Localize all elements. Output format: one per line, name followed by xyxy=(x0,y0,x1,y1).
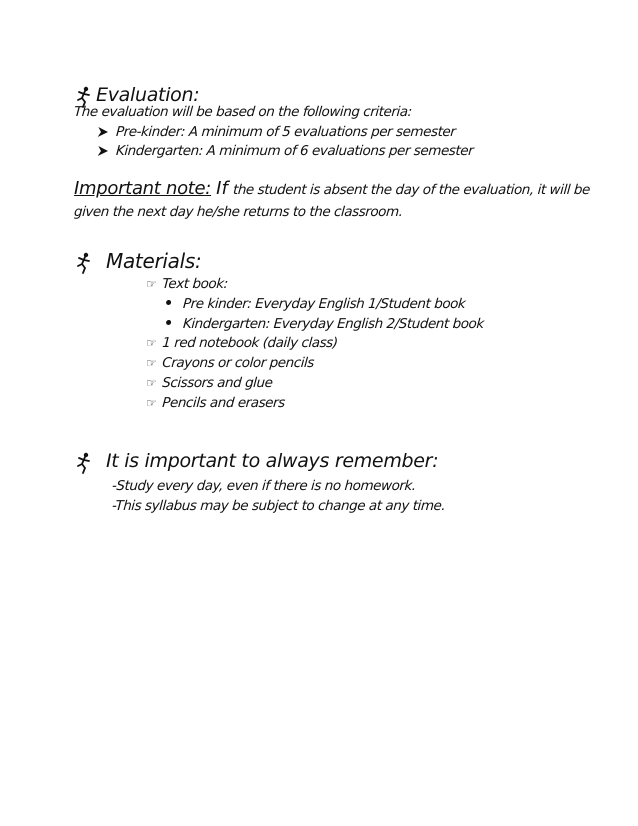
remember-line-study: -Study every day, even if there is no homework. xyxy=(111,478,417,494)
pointing-hand-icon: ☞ xyxy=(145,396,157,410)
textbook-prekinder xyxy=(165,296,465,312)
criteria-item-kindergarten xyxy=(97,143,473,159)
textbook-text: Kindergarten: Everyday English 2/Student book xyxy=(182,316,485,332)
remember-line-syllabus: -This syllabus may be subject to change at any time. xyxy=(111,498,446,514)
criteria-text: Kindergarten: A minimum of 6 evaluations per semester xyxy=(115,143,474,159)
running-figure-icon xyxy=(74,252,94,274)
criteria-item-prekinder xyxy=(97,124,456,140)
materials-item-text: Crayons or color pencils xyxy=(161,355,315,371)
textbook-kindergarten xyxy=(165,316,484,332)
textbook-text: Pre kinder: Everyday English 1/Student book xyxy=(182,296,466,312)
materials-heading: Materials: xyxy=(106,249,202,273)
materials-item-text: Pencils and erasers xyxy=(161,395,286,411)
important-note-line1 xyxy=(74,178,590,199)
materials-item-notebook xyxy=(145,335,338,351)
materials-textbook xyxy=(145,276,228,292)
important-note-line2: given the next day he/she returns to the classroom. xyxy=(73,204,404,220)
arrow-bullet-icon xyxy=(98,127,109,137)
evaluation-heading: Evaluation: xyxy=(96,84,200,106)
remember-heading: It is important to always remember: xyxy=(106,450,439,472)
materials-item-text: Scissors and glue xyxy=(161,375,274,391)
dot-bullet-icon xyxy=(166,300,171,305)
materials-item-text: 1 red notebook (daily class) xyxy=(161,335,339,351)
dot-bullet-icon xyxy=(166,320,171,325)
materials-item-scissors xyxy=(145,375,273,391)
materials-item-pencils xyxy=(145,395,285,411)
pointing-hand-icon: ☞ xyxy=(145,376,157,390)
criteria-text: Pre-kinder: A minimum of 5 evaluations per semester xyxy=(115,124,456,140)
materials-item-text: Text book: xyxy=(161,276,229,292)
running-figure-icon xyxy=(74,452,94,474)
important-note-first-word: If xyxy=(216,178,228,199)
arrow-bullet-icon xyxy=(98,146,109,156)
pointing-hand-icon: ☞ xyxy=(145,277,157,291)
important-note-label: Important note: xyxy=(74,178,212,199)
pointing-hand-icon: ☞ xyxy=(145,336,157,350)
important-note-text: the student is absent the day of the evaluation, it will be xyxy=(232,182,591,198)
evaluation-intro: The evaluation will be based on the following criteria: xyxy=(73,104,413,120)
pointing-hand-icon: ☞ xyxy=(145,356,157,370)
materials-item-crayons xyxy=(145,355,314,371)
